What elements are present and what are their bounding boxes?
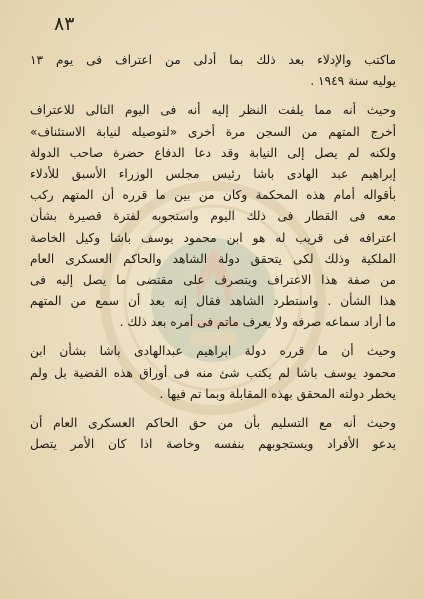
- text-line: من صفة هذا الاعتراف ويتصرف على مقتضى ما يصل إليه فى: [30, 272, 396, 287]
- text-line: يدعو الأفراد ويستجوبهم بنفسه وخاصة اذا كان الأمر يتصل: [30, 437, 396, 452]
- text-line: الملكية وذلك لكى يتحقق دولة الشاهد والحاكم العسكرى العام: [30, 251, 396, 266]
- text-line: هذا الشأن . واستطرد الشاهد فقال إنه بعد أن سمع من المتهم: [30, 294, 396, 309]
- paragraph-4: [30, 413, 396, 455]
- text-line: وحيث أنه مع التسليم بأن من حق الحاكم العسكرى العام أن: [30, 416, 396, 430]
- paragraph-1: [30, 50, 396, 92]
- paragraph-2: [30, 100, 396, 333]
- text-line: وحيث أنه مما يلفت النظر إليه أنه فى اليوم التالى للاعتراف: [30, 103, 396, 118]
- paragraph-3: [30, 341, 396, 405]
- text-line: معه فى القطار فى ذلك اليوم واستجوبه لفترة قصيرة بشأن: [30, 209, 396, 224]
- text-line: ما أراد سماعه صرفه ولا يعرف ماتم فى أمره بعد ذلك .: [119, 315, 396, 330]
- text-line: أخرج المتهم من السجن مرة أخرى «لتوصيله لنيابة الاستئناف»: [30, 124, 396, 139]
- text-line: اعترافه فى قريب له هو ابن محمود يوسف باشا وكيل الخاصة: [30, 230, 396, 245]
- text-line: ماكتب والإدلاء بعد ذلك بما أدلى من اعتراف فى يوم ١٣: [30, 53, 396, 67]
- text-line: ولكنه لم يصل إلى النيابة وقد دعا الدفاع حضرة صاحب الدولة: [30, 145, 396, 160]
- text-line: يوليه سنة ١٩٤٩ .: [310, 74, 396, 89]
- text-line: محمود يوسف باشا لم يكتب شئ منه فى أوراق هذه القضية بل ولم: [30, 365, 396, 380]
- text-line: وحيث أن ما قرره دولة ابراهيم عبدالهادى باشا بشأن ابن: [30, 344, 396, 359]
- text-line: بأقواله أمام هذه المحكمة وكان من بين ما قرره أن المتهم ركب: [30, 188, 396, 203]
- document-body: [30, 50, 396, 455]
- text-line: يخطر دولته المحقق بهذه المقابلة وبما تم فيها .: [159, 386, 396, 401]
- page-number: ٨٣: [54, 13, 75, 35]
- text-line: إبراهيم عبد الهادى باشا رئيس مجلس الوزراء الأسبق للأدلاء: [30, 166, 396, 181]
